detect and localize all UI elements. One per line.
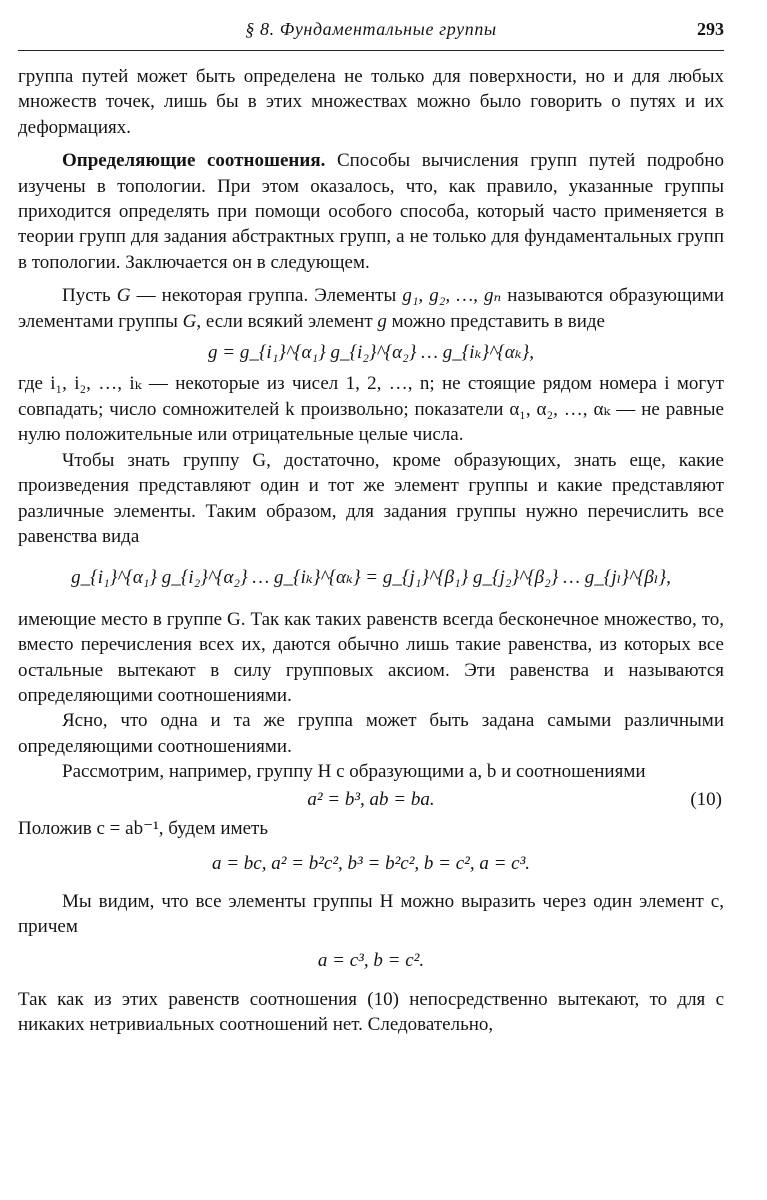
running-title: § 8. Фундаментальные группы (245, 19, 497, 39)
paragraph-conclusion: Так как из этих равенств соотношения (10) непосредственно вытекают, то для c никаких нетривиальных соотношений нет. Следовательно, (18, 989, 724, 1036)
text-run: — некоторая группа. Элементы (130, 285, 403, 307)
running-header (18, 16, 724, 51)
math-symbol: g (377, 310, 387, 332)
text-run: называются образующими элементами группы (18, 285, 724, 332)
paragraph-generators (18, 283, 724, 334)
formula-text: a = bc, a² = b²c², b³ = b²c², b = c², a = c³. (211, 853, 531, 875)
page-number: 293 (697, 19, 724, 39)
text-run: , если всякий элемент (196, 310, 378, 332)
formula-product (18, 340, 724, 365)
math-symbol: G (116, 285, 131, 307)
paragraph-example: Рассмотрим, например, группу H с образующими a, b и соотношениями (62, 761, 646, 783)
paragraph-indices: где i₁, i₂, …, iₖ — некоторые из чисел 1, 2, …, n; не стоящие рядом номера i могут совпадать; число сомножителей k произвольно; показатели α₁, α₂, …, αₖ — не равные нулю положительные или отрицательные целые числа. (18, 373, 724, 446)
paragraph-defining-relations (18, 148, 724, 275)
math-generators: g₁, g₂, …, gₙ (402, 285, 502, 307)
formula-derivation (18, 851, 724, 876)
paragraph-various-relations: Ясно, что одна и та же группа может быть задана самыми различными определяющими соотношениями. (18, 710, 724, 757)
paragraph-relations-definition: имеющие место в группе G. Так как таких равенств всегда бесконечное множество, то, вместо перечисления всех их, даются обычно лишь такие равенства, из которых все остальные вытекают в силу групповых аксиом. Эти равенства и называются определяющими соотношениями. (18, 608, 724, 706)
section-heading: Определяющие соотношения. (62, 150, 326, 172)
formula-text: a = c³, b = c². (317, 949, 425, 971)
formula-text: g = g_{i₁}^{α₁} g_{i₂}^{α₂} … g_{iₖ}^{αₖ}, (208, 342, 534, 364)
formula-generator-c (18, 948, 724, 973)
formula-text: a² = b³, ab = ba. (307, 788, 435, 810)
text-run: можно представить в виде (386, 310, 605, 332)
formula-text: g_{i₁}^{α₁} g_{i₂}^{α₂} … g_{iₖ}^{αₖ} = g_{j₁}^{β₁} g_{j₂}^{β₂} … g_{jₗ}^{βₗ}, (71, 567, 671, 589)
page-body (18, 64, 724, 1038)
math-symbol: G (182, 310, 197, 332)
paragraph-single-generator: Мы видим, что все элементы группы H можно выразить через один элемент c, причем (18, 890, 724, 938)
text-run: Пусть (62, 285, 117, 307)
paragraph-substitution: Положив c = ab⁻¹, будем иметь (18, 817, 269, 839)
formula-equality (18, 565, 724, 590)
paragraph-equalities: Чтобы знать группу G, достаточно, кроме образующих, знать еще, какие произведения представляют один и тот же элемент группы и какие представляют различные элементы. Таким образом, для задания группы нужно перечислить все равенства вида (18, 449, 724, 547)
formula-relations-10 (18, 787, 724, 812)
paragraph-continuation: группа путей может быть определена не только для поверхности, но и для любых множеств точек, лишь бы в этих множествах можно было говорить о путях и их деформациях. (18, 66, 724, 138)
paragraph-text: Способы вычисления групп путей подробно изучены в топологии. При этом оказалось, что, как правило, указанные группы приходится определять при помощи особого способа, который часто применяется в теории групп для задания абстрактных групп, а не только для фундаментальных групп в топологии. Заключается он в следующем. (18, 150, 724, 273)
equation-number: (10) (690, 788, 722, 810)
